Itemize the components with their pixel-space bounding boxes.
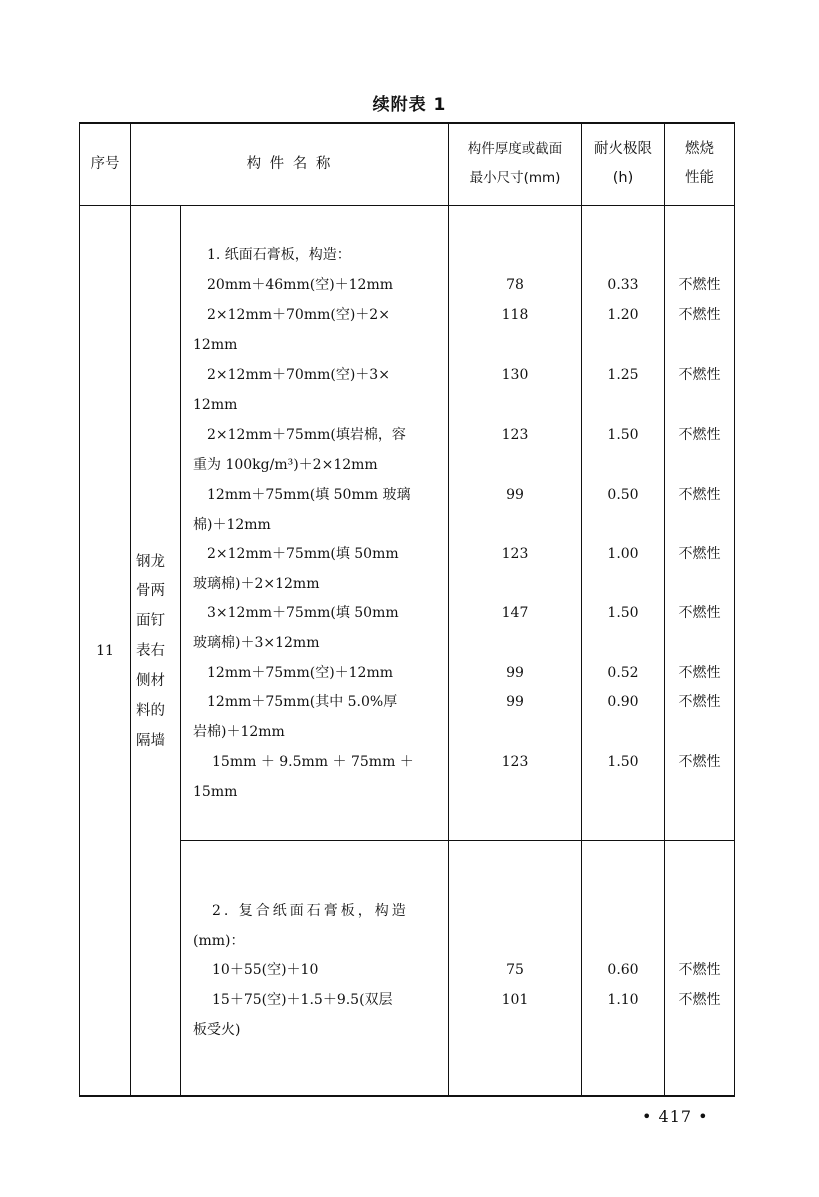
thickness-value: 75	[506, 962, 524, 978]
category-line: 钢龙	[136, 554, 165, 570]
fire-value: 1.25	[607, 367, 639, 383]
burn-value: 不燃性	[678, 605, 721, 621]
fire-value: 0.60	[607, 962, 639, 978]
header-thickness-line2: 最小尺寸(mm)	[469, 170, 561, 186]
fire-value: 1.50	[607, 754, 639, 770]
fire-value: 0.33	[607, 277, 639, 293]
burn-value: 不燃性	[678, 307, 721, 323]
thickness-value: 101	[501, 992, 529, 1008]
burn-value: 不燃性	[678, 754, 721, 770]
thickness-value: 123	[501, 427, 529, 443]
fire-value: 1.00	[607, 546, 639, 562]
burn-value: 不燃性	[678, 694, 721, 710]
construction-text: 棉)＋12mm	[193, 517, 271, 533]
construction-text: 玻璃棉)＋2×12mm	[193, 576, 320, 592]
header-fire-line2: (h)	[612, 170, 634, 186]
construction-text: 2×12mm＋70mm(空)＋2×	[207, 307, 390, 323]
thickness-value: 147	[501, 605, 529, 621]
header-thickness-line1: 构件厚度或截面	[467, 141, 563, 157]
category-line: 侧材	[136, 673, 165, 689]
thickness-value: 130	[501, 367, 529, 383]
construction-text: 板受火)	[193, 1022, 241, 1038]
header-name: 构 件 名 称	[246, 156, 333, 172]
construction-text: 15mm	[193, 784, 238, 800]
construction-text: 10＋55(空)＋10	[212, 962, 319, 978]
construction-text: 12mm＋75mm(空)＋12mm	[207, 665, 394, 681]
burn-value: 不燃性	[678, 992, 721, 1008]
construction-text: 15＋75(空)＋1.5＋9.5(双层	[212, 992, 393, 1008]
construction-text: 2×12mm＋75mm(填 50mm	[207, 546, 399, 562]
category-line: 料的	[136, 703, 165, 719]
construction-text: 3×12mm＋75mm(填 50mm	[207, 605, 399, 621]
construction-text: 12mm＋75mm(填 50mm 玻璃	[207, 487, 411, 503]
fire-value: 1.50	[607, 427, 639, 443]
section1-heading: 1. 纸面石膏板，构造：	[207, 247, 351, 263]
burn-value: 不燃性	[678, 665, 721, 681]
construction-text: 15mm ＋ 9.5mm ＋ 75mm ＋	[212, 754, 414, 770]
section2-heading: 2. 复合纸面石膏板，构造	[212, 903, 409, 919]
construction-text: 玻璃棉)＋3×12mm	[193, 635, 320, 651]
burn-value: 不燃性	[678, 427, 721, 443]
thickness-value: 123	[501, 754, 529, 770]
thickness-value: 123	[501, 546, 529, 562]
header-burn-line1: 燃烧	[685, 141, 714, 157]
fire-value: 0.52	[607, 665, 639, 681]
category-line: 骨两	[136, 583, 165, 599]
thickness-value: 118	[501, 307, 529, 323]
fire-value: 0.90	[607, 694, 639, 710]
construction-text: 2×12mm＋70mm(空)＋3×	[207, 367, 390, 383]
thickness-value: 99	[506, 694, 524, 710]
fire-value: 1.20	[607, 307, 639, 323]
category-line: 面钉	[136, 613, 165, 629]
burn-value: 不燃性	[678, 367, 721, 383]
construction-text: 12mm＋75mm(其中 5.0%厚	[207, 694, 398, 710]
header-seq: 序号	[90, 156, 120, 172]
construction-text: 12mm	[193, 397, 238, 413]
fire-value: 1.10	[607, 992, 639, 1008]
section2-heading-cont: (mm)：	[193, 933, 245, 949]
construction-text: 2×12mm＋75mm(填岩棉，容	[207, 427, 406, 443]
header-fire-line1: 耐火极限	[594, 141, 652, 157]
thickness-value: 99	[506, 665, 524, 681]
header-burn-line2: 性能	[685, 170, 714, 186]
fire-value: 0.50	[607, 487, 639, 503]
construction-text: 重为 100kg/m³)＋2×12mm	[193, 457, 378, 473]
category-line: 表右	[136, 643, 165, 659]
burn-value: 不燃性	[678, 487, 721, 503]
construction-text: 20mm＋46mm(空)＋12mm	[207, 277, 394, 293]
fire-value: 1.50	[607, 605, 639, 621]
burn-value: 不燃性	[678, 962, 721, 978]
page-number: • 417 •	[642, 1107, 709, 1126]
construction-text: 12mm	[193, 337, 238, 353]
category-line: 隔墙	[136, 733, 165, 749]
table-title: 续附表 1	[372, 95, 447, 115]
burn-value: 不燃性	[678, 277, 721, 293]
thickness-value: 99	[506, 487, 524, 503]
thickness-value: 78	[506, 277, 524, 293]
seq-number: 11	[96, 643, 114, 659]
construction-text: 岩棉)＋12mm	[193, 724, 285, 740]
burn-value: 不燃性	[678, 546, 721, 562]
